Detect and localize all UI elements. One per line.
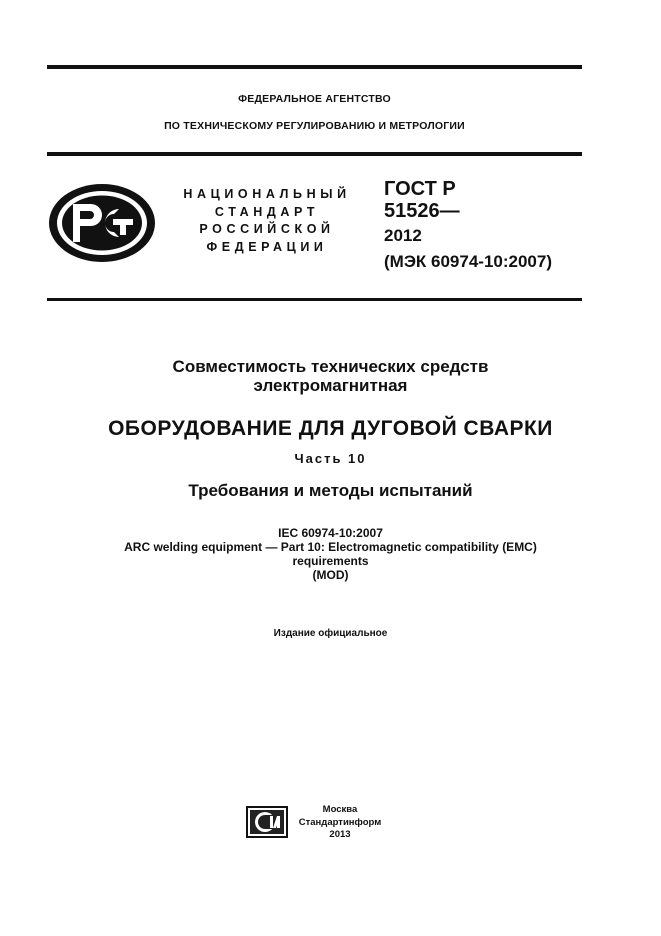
publisher-year: 2013 — [329, 829, 351, 840]
publisher-block — [290, 804, 390, 842]
header-rule — [47, 152, 582, 156]
iec-reference — [0, 526, 661, 582]
iec-line-4: (MOD) — [312, 568, 349, 582]
document-main-title: ОБОРУДОВАНИЕ ДЛЯ ДУГОВОЙ СВАРКИ — [108, 417, 553, 440]
rst-gost-certification-mark-icon — [47, 182, 157, 264]
iec-line-3: requirements — [292, 554, 369, 568]
national-standard-label — [172, 186, 362, 256]
document-subtitle: Требования и методы испытаний — [188, 481, 473, 500]
designation-line-1: ГОСТ Р — [384, 178, 456, 200]
designation-line-4: (МЭК 60974-10:2007) — [384, 252, 552, 271]
national-standard-line: НАЦИОНАЛЬНЫЙ — [183, 187, 351, 201]
divider-rule — [47, 298, 582, 301]
standard-designation — [384, 178, 552, 273]
national-standard-line: ФЕДЕРАЦИИ — [206, 239, 328, 254]
document-part: Часть 10 — [294, 451, 367, 466]
designation-line-2: 51526— — [384, 200, 460, 222]
top-rule — [47, 65, 582, 69]
agency-line-1: ФЕДЕРАЛЬНОЕ АГЕНТСТВО — [238, 93, 391, 105]
national-standard-line: РОССИЙСКОЙ — [199, 222, 335, 236]
edition-label: Издание официальное — [273, 628, 388, 639]
iec-line-1: IEC 60974-10:2007 — [278, 526, 383, 540]
national-standard-line: СТАНДАРТ — [214, 204, 320, 219]
iec-line-2: ARC welding equipment — Part 10: Electromagnetic compatibility (EMC) — [124, 540, 537, 554]
title-line-2: электромагнитная — [253, 376, 408, 395]
document-title-upper — [0, 357, 661, 395]
designation-line-3: 2012 — [384, 226, 422, 245]
title-line-1: Совместимость технических средств — [172, 357, 489, 376]
agency-line-2: ПО ТЕХНИЧЕСКОМУ РЕГУЛИРОВАНИЮ И МЕТРОЛОГИИ — [164, 120, 465, 132]
publisher-name: Стандартинформ — [298, 816, 382, 828]
standartinform-logo-icon — [246, 806, 288, 838]
publisher-city: Москва — [322, 804, 358, 815]
